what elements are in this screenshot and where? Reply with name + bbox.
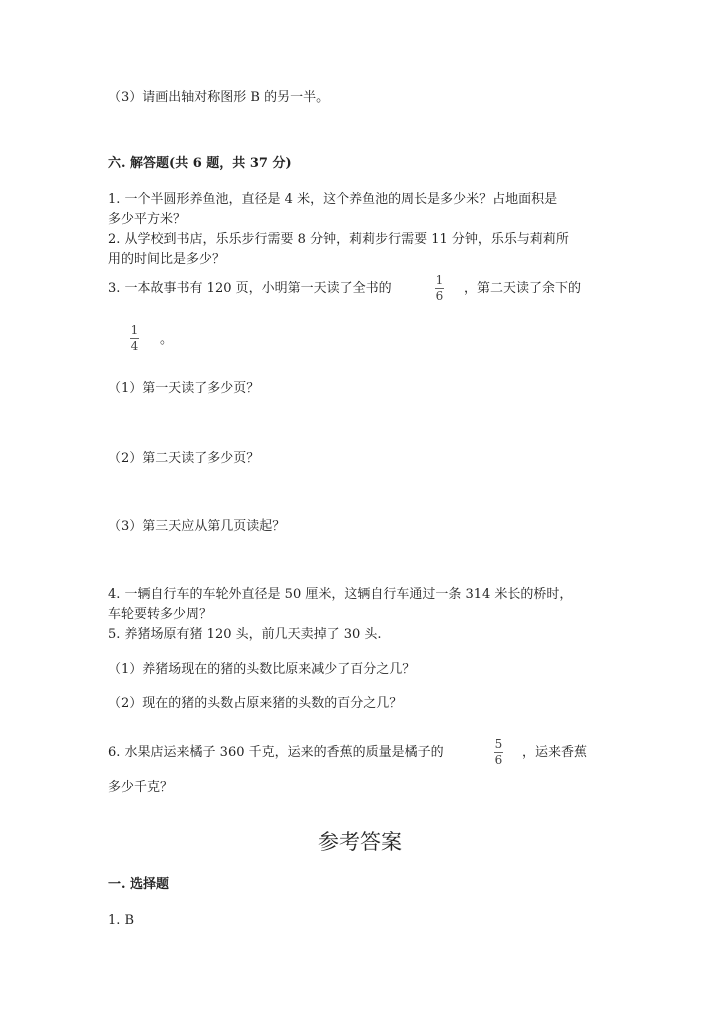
problem-2-line-1: 2. 从学校到书店，乐乐步行需要 8 分钟，莉莉步行需要 11 分钟，乐乐与莉莉所 xyxy=(108,232,569,247)
problem-5-sub-2: （2）现在的猪的头数占原来猪的头数的百分之几？ xyxy=(108,696,403,711)
fraction-numerator: 1 xyxy=(130,323,139,337)
problem-6-fraction xyxy=(494,738,503,767)
problem-6-line-2: 多少千克？ xyxy=(108,780,174,795)
problem-3-sub-1: （1）第一天读了多少页？ xyxy=(108,381,260,396)
problem-1-line-2: 多少平方米？ xyxy=(108,212,187,227)
fraction-numerator: 1 xyxy=(435,273,444,287)
answer-key-title: 参考答案 xyxy=(318,830,402,854)
answer-1: 1. B xyxy=(108,913,135,928)
problem-3-fraction-1 xyxy=(435,274,444,303)
problem-3-sub-2: （2）第二天读了多少页？ xyxy=(108,451,260,466)
problem-6-text-a: 6. 水果店运来橘子 360 千克，运来的香蕉的质量是橘子的 xyxy=(108,745,444,760)
fraction-denominator: 4 xyxy=(130,339,139,353)
question-3-drawing: （3）请画出轴对称图形 B 的另一半。 xyxy=(108,90,330,105)
problem-4-line-2: 车轮要转多少周？ xyxy=(108,607,213,622)
problem-3-sub-3: （3）第三天应从第几页读起？ xyxy=(108,519,286,534)
problem-2-line-2: 用的时间比是多少？ xyxy=(108,252,226,267)
problem-5-sub-1: （1）养猪场现在的猪的头数比原来减少了百分之几？ xyxy=(108,662,416,677)
problem-1-line-1: 1. 一个半圆形养鱼池，直径是 4 米，这个养鱼池的周长是多少米？占地面积是 xyxy=(108,192,558,207)
answer-section-1-title: 一. 选择题 xyxy=(108,877,170,892)
problem-4-line-1: 4. 一辆自行车的车轮外直径是 50 厘米，这辆自行车通过一条 314 米长的桥时， xyxy=(108,587,573,602)
fraction-denominator: 6 xyxy=(435,289,444,303)
problem-3-text-b: ，第二天读了余下的 xyxy=(464,281,582,296)
problem-6-text-b: ，运来香蕉 xyxy=(522,745,588,760)
problem-3-text-a: 3. 一本故事书有 120 页，小明第一天读了全书的 xyxy=(108,281,392,296)
section-6-title: 六. 解答题(共 6 题，共 37 分) xyxy=(108,156,292,171)
fraction-numerator: 5 xyxy=(494,737,503,751)
problem-5-line-1: 5. 养猪场原有猪 120 头，前几天卖掉了 30 头. xyxy=(108,627,382,642)
problem-3-fraction-2 xyxy=(130,324,139,353)
problem-3-text-c: 。 xyxy=(160,332,174,347)
fraction-denominator: 6 xyxy=(494,753,503,767)
